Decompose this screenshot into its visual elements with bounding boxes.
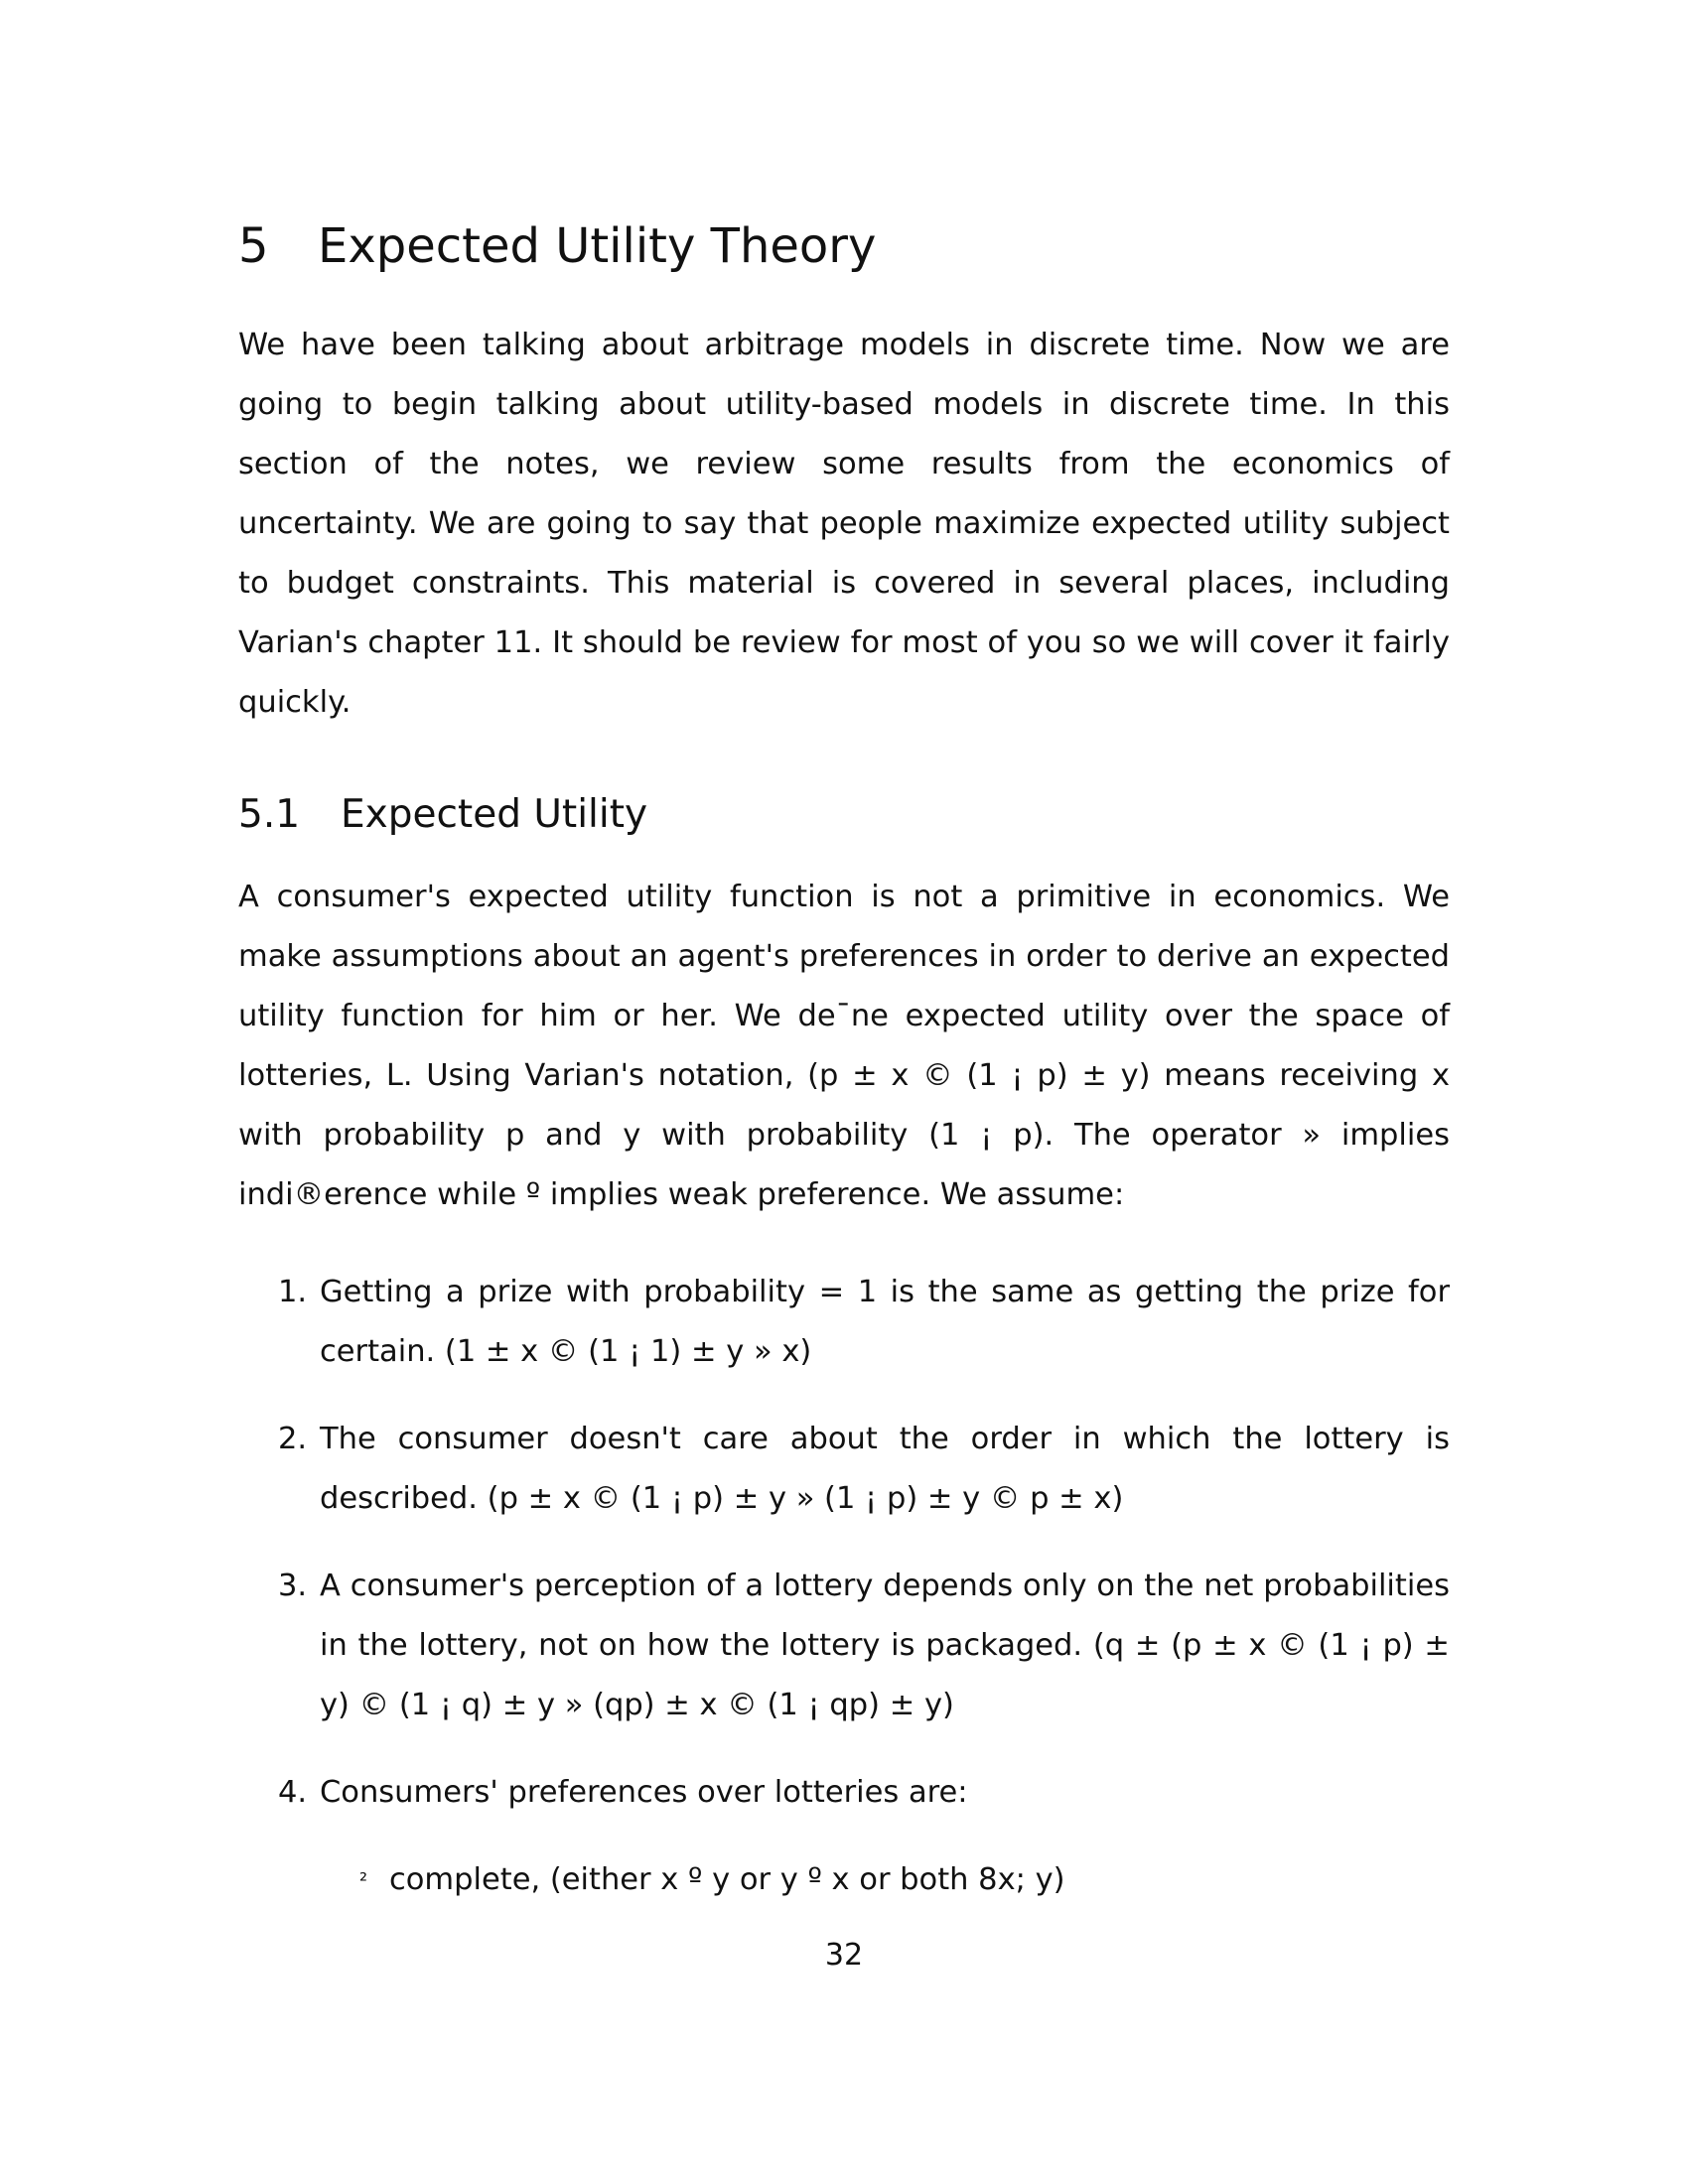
list-item-number: 2.: [278, 1422, 308, 1457]
list-item: [238, 1410, 1450, 1529]
bullet-marker: ²: [359, 1868, 368, 1893]
list-item-text: The consumer doesn't care about the order in which the lottery is described. (p ± x © (1 ¡ p) ± y » (1 ¡ p) ± y © p ± x): [320, 1422, 1450, 1517]
list-item: [238, 1557, 1450, 1735]
list-item-number: 1.: [278, 1275, 308, 1310]
sub-list-item: [359, 1850, 1450, 1910]
list-item-number: 4.: [278, 1775, 308, 1811]
section-title: Expected Utility Theory: [318, 218, 877, 274]
list-item-text: Getting a prize with probability = 1 is the same as getting the prize for certain. (1 ± x © (1 ¡ 1) ± y » x): [320, 1275, 1450, 1370]
sub-list-item-text: complete, (either x º y or y º x or both 8x; y): [389, 1862, 1065, 1898]
list-item-number: 3.: [278, 1569, 308, 1604]
page-number: 32: [824, 1938, 864, 1973]
subsection-title: Expected Utility: [341, 791, 648, 837]
section-number: 5: [238, 218, 269, 274]
list-item: [238, 1763, 1450, 1910]
page-content: [238, 218, 1450, 1938]
intro-paragraph: We have been talking about arbitrage models in discrete time. Now we are going to begin talking about utility-based models in discrete time. In this section of the notes, we review some results from the economics of uncertainty. We are going to say that people maximize expected utility subject to budget constraints. This material is covered in several places, including Varian's chapter 11. It should be review for most of you so we will cover it fairly quickly.: [238, 327, 1450, 720]
section-heading: [238, 218, 1450, 276]
subsection-paragraph: A consumer's expected utility function is not a primitive in economics. We make assumptions about an agent's preferences in order to derive an expected utility function for him or her. We de¯ne expected utility over the space of lotteries, L. Using Varian's notation, (p ± x © (1 ¡ p) ± y) means receiving x with probability p and y with probability (1 ¡ p). The operator » implies indi®erence while º implies weak preference. We assume:: [238, 880, 1450, 1213]
sub-list: [320, 1850, 1450, 1910]
list-item-text: A consumer's perception of a lottery depends only on the net probabilities in the lottery, not on how the lottery is packaged. (q ± (p ± x © (1 ¡ p) ± y) © (1 ¡ q) ± y » (qp) ± x © (1 ¡ qp) ± y): [320, 1569, 1450, 1723]
list-item-text: Consumers' preferences over lotteries are:: [320, 1775, 968, 1811]
subsection-number: 5.1: [238, 791, 301, 837]
axiom-list: [238, 1263, 1450, 1910]
list-item: [238, 1263, 1450, 1382]
subsection-heading: [238, 792, 1450, 839]
